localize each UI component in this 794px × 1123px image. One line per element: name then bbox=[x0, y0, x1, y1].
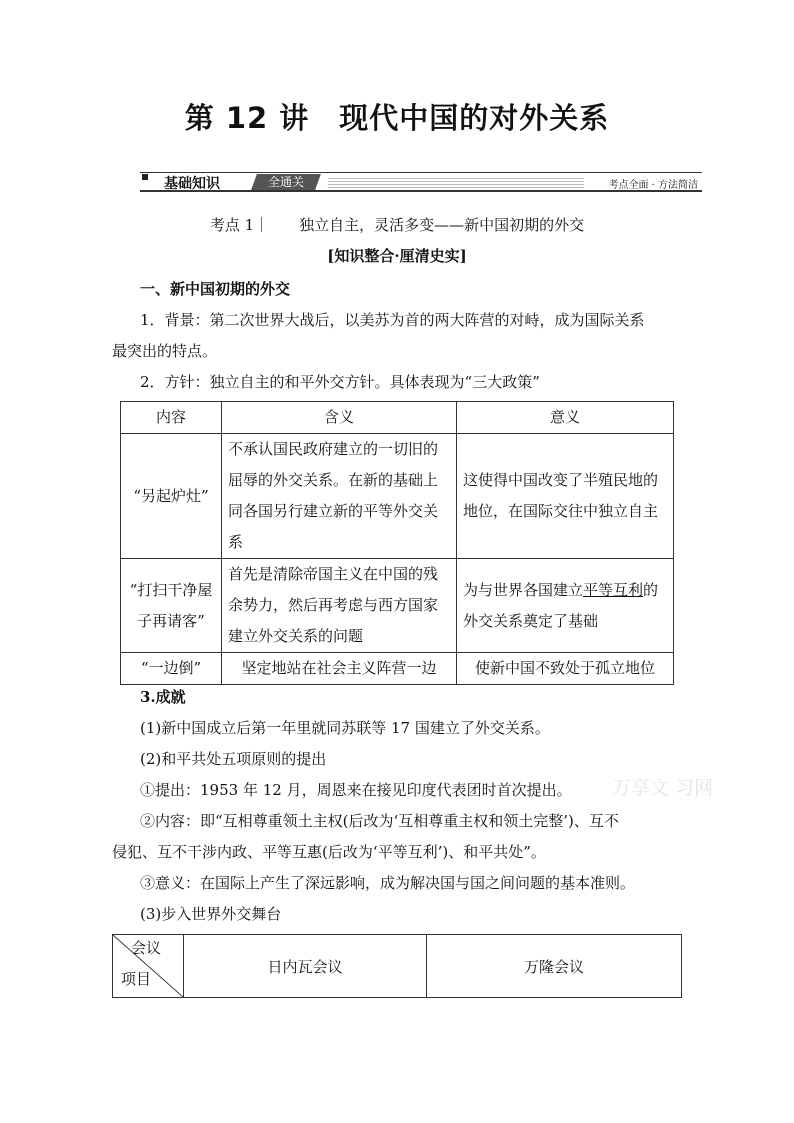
policy-paragraph: 2．方针：独立自主的和平外交方针。具体表现为“三大政策” bbox=[140, 373, 540, 391]
cell-significance bbox=[457, 559, 674, 653]
cell-content: “另起炉灶” bbox=[121, 434, 222, 559]
cell-significance: 这使得中国改变了半殖民地的地位，在国际交往中独立自主 bbox=[457, 434, 674, 559]
table-header-row bbox=[121, 402, 674, 434]
topic-text: 独立自主，灵活多变——新中国初期的外交 bbox=[299, 216, 585, 234]
header-content: 内容 bbox=[121, 402, 222, 434]
banner-bottom-rule bbox=[140, 190, 702, 192]
header-geneva: 日内瓦会议 bbox=[184, 935, 427, 998]
banner-right-label: 考点全面 · 方法简洁 bbox=[608, 180, 698, 191]
section-banner bbox=[140, 172, 702, 192]
header-meaning: 含义 bbox=[222, 402, 457, 434]
sub-heading: [知识整合·厘清史实] bbox=[327, 247, 467, 265]
table-row bbox=[121, 559, 674, 653]
cell-meaning: 不承认国民政府建立的一切旧的屈辱的外交关系。在新的基础上同各国另行建立新的平等外交关系 bbox=[222, 434, 457, 559]
cell-content: “打扫干净屋子再请客” bbox=[121, 559, 222, 653]
achievement-2: (2)和平共处五项原则的提出 bbox=[140, 750, 327, 768]
topic-number: 考点 1｜ bbox=[209, 216, 270, 234]
diag-label-top: 会议 bbox=[130, 939, 161, 957]
diagonal-header-cell bbox=[113, 935, 184, 998]
significance-text-post: 的外交关系奠定了基础 bbox=[463, 580, 659, 630]
topic-heading bbox=[0, 214, 794, 235]
table-header-row bbox=[113, 935, 682, 998]
achievements-heading: 3.成就 bbox=[140, 688, 186, 706]
banner-square-icon bbox=[142, 174, 148, 180]
content-line-1: ②内容：即“互相尊重领土主权(后改为‘互相尊重主权和领土完整’)、互不 bbox=[140, 812, 619, 830]
diag-label-bottom: 项目 bbox=[121, 970, 152, 988]
significance-line: ③意义：在国际上产生了深远影响，成为解决国与国之间问题的基本准则。 bbox=[140, 874, 636, 892]
content-line-2: 侵犯、互不干涉内政、平等互惠(后改为‘平等互利’)、和平共处”。 bbox=[112, 843, 546, 861]
cell-meaning: 坚定地站在社会主义阵营一边 bbox=[222, 653, 457, 685]
conference-table bbox=[112, 934, 682, 998]
banner-tag bbox=[251, 174, 321, 190]
header-bandung: 万隆会议 bbox=[427, 935, 682, 998]
cell-meaning: 首先是清除帝国主义在中国的残余势力，然后再考虑与西方国家建立外交关系的问题 bbox=[222, 559, 457, 653]
achievement-3: (3)步入世界外交舞台 bbox=[140, 905, 282, 923]
banner-tag-label: 全通关 bbox=[268, 175, 305, 189]
section-heading-1: 一、新中国初期的外交 bbox=[140, 280, 291, 298]
achievement-1: (1)新中国成立后第一年里就同苏联等 17 国建立了外交关系。 bbox=[140, 719, 550, 737]
background-line-1: 1．背景：第二次世界大战后，以美苏为首的两大阵营的对峙，成为国际关系 bbox=[140, 311, 645, 329]
proposal-line: ①提出：1953 年 12 月，周恩来在接见印度代表团时首次提出。 bbox=[140, 781, 572, 799]
cell-content: “一边倒” bbox=[121, 653, 222, 685]
banner-main-label: 基础知识 bbox=[164, 176, 220, 192]
header-significance: 意义 bbox=[457, 402, 674, 434]
significance-text-pre: 为与世界各国建立 bbox=[463, 580, 584, 599]
page-title: 第 12 讲 现代中国的对外关系 bbox=[184, 101, 610, 135]
three-policies-table bbox=[120, 401, 674, 685]
table-row bbox=[121, 653, 674, 685]
significance-underlined: 平等互利 bbox=[583, 580, 644, 599]
table-row bbox=[121, 434, 674, 559]
cell-significance: 使新中国不致处于孤立地位 bbox=[457, 653, 674, 685]
banner-stripes bbox=[328, 178, 584, 188]
watermark: 万享文 习网 bbox=[612, 777, 714, 799]
background-line-2: 最突出的特点。 bbox=[112, 342, 218, 360]
banner-top-rule bbox=[140, 172, 702, 173]
